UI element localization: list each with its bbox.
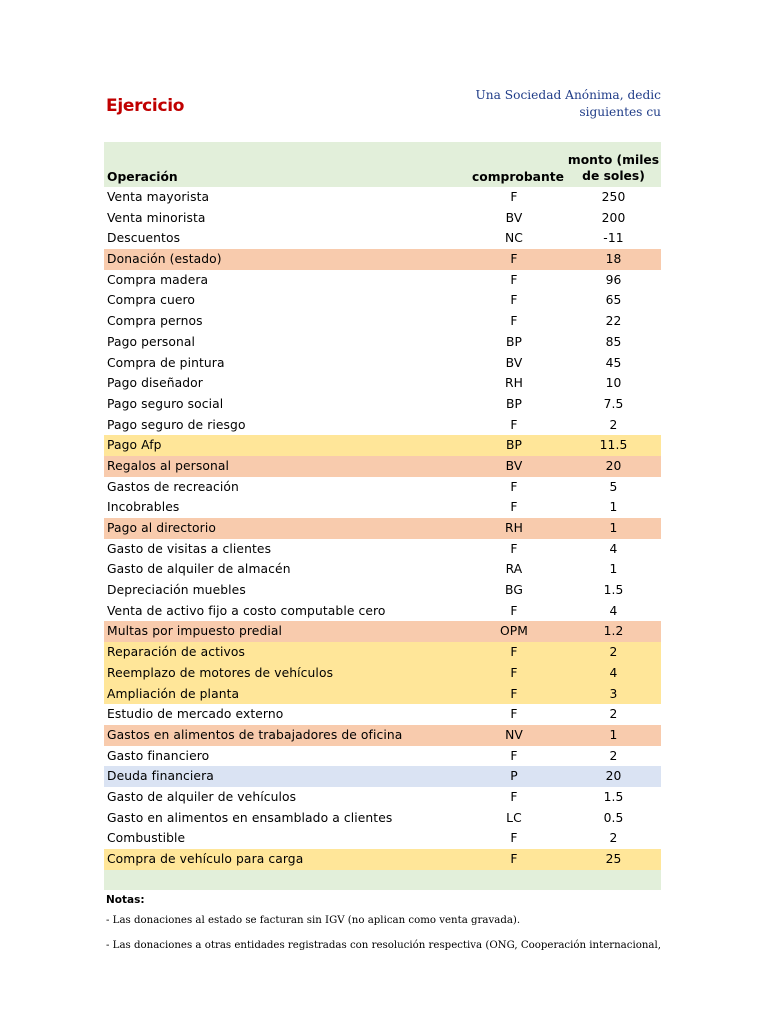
cell-comprobante: F (510, 852, 518, 866)
cell-operacion: Gasto de alquiler de almacén (107, 562, 291, 577)
cell-operacion: Pago personal (107, 334, 196, 349)
cell-monto: 10 (605, 376, 622, 391)
cell-operacion: Compra madera (107, 272, 209, 287)
cell-operacion: Venta de activo fijo a costo computable cero (107, 603, 386, 618)
cell-operacion: Reparación de activos (107, 645, 246, 660)
table-row (104, 746, 661, 767)
table-row (104, 497, 661, 518)
cell-monto: 20 (605, 458, 622, 473)
cell-operacion: Compra de pintura (107, 355, 225, 370)
exercise-title: Ejercicio (106, 96, 185, 116)
cell-monto: 1 (609, 500, 618, 515)
cell-monto: 0.5 (603, 810, 624, 825)
table-row (104, 332, 661, 353)
cell-operacion: Reemplazo de motores de vehículos (107, 665, 334, 680)
cell-comprobante: RH (505, 521, 523, 535)
cell-operacion: Compra cuero (107, 293, 196, 308)
table-row (104, 828, 661, 849)
table-row (104, 849, 661, 870)
cell-operacion: Gasto en alimentos en ensamblado a clientes (107, 810, 393, 825)
table-row (104, 311, 661, 332)
cell-monto: 1.5 (603, 789, 624, 804)
cell-comprobante: F (510, 252, 518, 267)
intro-line-1: Una Sociedad Anónima, dedic (475, 88, 661, 102)
cell-comprobante: BP (505, 334, 523, 349)
table-row (104, 663, 661, 684)
intro-line-2: siguientes cu (579, 105, 661, 119)
table-row (104, 766, 661, 787)
cell-operacion: Pago seguro de riesgo (107, 417, 246, 432)
cell-monto: 200 (601, 210, 626, 225)
cell-monto: 1.2 (603, 624, 624, 639)
cell-comprobante: F (510, 479, 518, 494)
cell-comprobante: BP (505, 438, 523, 453)
table-row (104, 704, 661, 725)
table-row (104, 621, 661, 642)
cell-monto: 1 (609, 521, 618, 535)
cell-monto: 2 (609, 417, 618, 432)
cell-monto: 18 (605, 252, 622, 267)
cell-operacion: Compra de vehículo para carga (107, 852, 304, 866)
cell-operacion: Incobrables (107, 500, 180, 515)
notes-title: Notas: (106, 894, 145, 906)
cell-operacion: Ampliación de planta (107, 686, 240, 701)
cell-monto: 2 (609, 748, 618, 763)
cell-operacion: Gasto financiero (107, 748, 210, 763)
cell-operacion: Multas por impuesto predial (107, 624, 283, 639)
cell-operacion: Descuentos (107, 231, 181, 246)
table-row (104, 642, 661, 663)
cell-monto: 1.5 (603, 583, 624, 598)
table-row (104, 559, 661, 580)
header-operacion: Operación (107, 170, 178, 184)
cell-comprobante: F (510, 541, 518, 556)
cell-operacion: Gasto de visitas a clientes (107, 541, 272, 556)
cell-comprobante: F (510, 417, 518, 432)
cell-monto: -11 (603, 231, 624, 246)
table-row (104, 518, 661, 539)
table-row (104, 787, 661, 808)
cell-monto: 1 (609, 562, 618, 577)
cell-comprobante: BV (505, 210, 523, 225)
exercise-intro (460, 87, 661, 123)
table-row (104, 208, 661, 229)
table-body (104, 187, 661, 870)
cell-comprobante: RA (505, 562, 523, 577)
cell-comprobante: RH (505, 376, 523, 391)
cell-monto: 85 (605, 334, 622, 349)
cell-comprobante: F (510, 686, 518, 701)
cell-comprobante: BV (505, 355, 523, 370)
table-row (104, 249, 661, 270)
cell-monto: 250 (601, 190, 626, 204)
cell-monto: 22 (605, 314, 622, 329)
note-item: - Las donaciones al estado se facturan sin IGV (no aplican como venta gravada). (106, 915, 521, 926)
cell-comprobante: LC (506, 810, 522, 825)
cell-monto: 4 (609, 541, 618, 556)
cell-comprobante: F (510, 500, 518, 515)
cell-monto: 5 (609, 479, 618, 494)
cell-monto: 45 (605, 355, 622, 370)
table-row (104, 228, 661, 249)
cell-operacion: Deuda financiera (107, 769, 214, 784)
cell-comprobante: BP (505, 396, 523, 411)
cell-comprobante: F (510, 645, 518, 660)
cell-monto: 2 (609, 707, 618, 722)
cell-operacion: Combustible (107, 831, 186, 846)
table-row (104, 353, 661, 374)
cell-monto: 2 (609, 645, 618, 660)
header-comprobante: comprobante (472, 170, 564, 184)
table-header (104, 142, 661, 187)
cell-operacion: Gastos en alimentos de trabajadores de oficina (107, 727, 403, 742)
cell-comprobante: F (510, 603, 518, 618)
cell-comprobante: F (510, 293, 518, 308)
cell-monto: 4 (609, 665, 618, 680)
cell-monto: 11.5 (599, 438, 628, 453)
table-row (104, 601, 661, 622)
cell-comprobante: F (510, 789, 518, 804)
cell-monto: 20 (605, 769, 622, 784)
note-item: - Las donaciones a otras entidades registradas con resolución respectiva (ONG, Cooperación internacional, (106, 940, 661, 951)
cell-monto: 25 (605, 852, 622, 866)
cell-monto: 96 (605, 272, 622, 287)
cell-comprobante: F (510, 272, 518, 287)
cell-comprobante: P (510, 769, 518, 784)
cell-operacion: Pago al directorio (107, 521, 216, 535)
cell-comprobante: NV (505, 727, 523, 742)
table-row (104, 435, 661, 456)
cell-monto: 65 (605, 293, 622, 308)
cell-operacion: Depreciación muebles (107, 583, 246, 598)
table-row (104, 373, 661, 394)
cell-operacion: Regalos al personal (107, 458, 230, 473)
table-row (104, 456, 661, 477)
table-row (104, 725, 661, 746)
cell-monto: 2 (609, 831, 618, 846)
cell-comprobante: BV (505, 458, 523, 473)
cell-monto: 7.5 (603, 396, 624, 411)
table-row (104, 580, 661, 601)
table-row (104, 187, 661, 208)
table-footer-band (104, 870, 661, 890)
cell-monto: 3 (609, 686, 618, 701)
cell-operacion: Venta minorista (107, 210, 206, 225)
cell-operacion: Gasto de alquiler de vehículos (107, 789, 297, 804)
cell-comprobante: F (510, 190, 518, 204)
cell-operacion: Pago Afp (107, 438, 162, 453)
cell-operacion: Venta mayorista (107, 190, 210, 204)
cell-monto: 1 (609, 727, 618, 742)
table-row (104, 290, 661, 311)
table-row (104, 415, 661, 436)
cell-comprobante: F (510, 665, 518, 680)
cell-comprobante: F (510, 314, 518, 329)
cell-operacion: Pago diseñador (107, 376, 203, 391)
cell-comprobante: OPM (499, 624, 528, 639)
cell-comprobante: F (510, 707, 518, 722)
operations-table (104, 142, 661, 890)
table-row (104, 394, 661, 415)
cell-operacion: Estudio de mercado externo (107, 707, 284, 722)
cell-operacion: Compra pernos (107, 314, 203, 329)
cell-comprobante: F (510, 748, 518, 763)
table-row (104, 539, 661, 560)
cell-comprobante: BG (505, 583, 523, 598)
header-monto: monto (miles de soles) (567, 153, 660, 183)
cell-comprobante: F (510, 831, 518, 846)
cell-operacion: Gastos de recreación (107, 479, 239, 494)
table-row (104, 808, 661, 829)
cell-operacion: Pago seguro social (107, 396, 224, 411)
table-row (104, 270, 661, 291)
table-row (104, 684, 661, 705)
cell-monto: 4 (609, 603, 618, 618)
table-row (104, 477, 661, 498)
cell-operacion: Donación (estado) (107, 252, 222, 267)
cell-comprobante: NC (505, 231, 523, 246)
